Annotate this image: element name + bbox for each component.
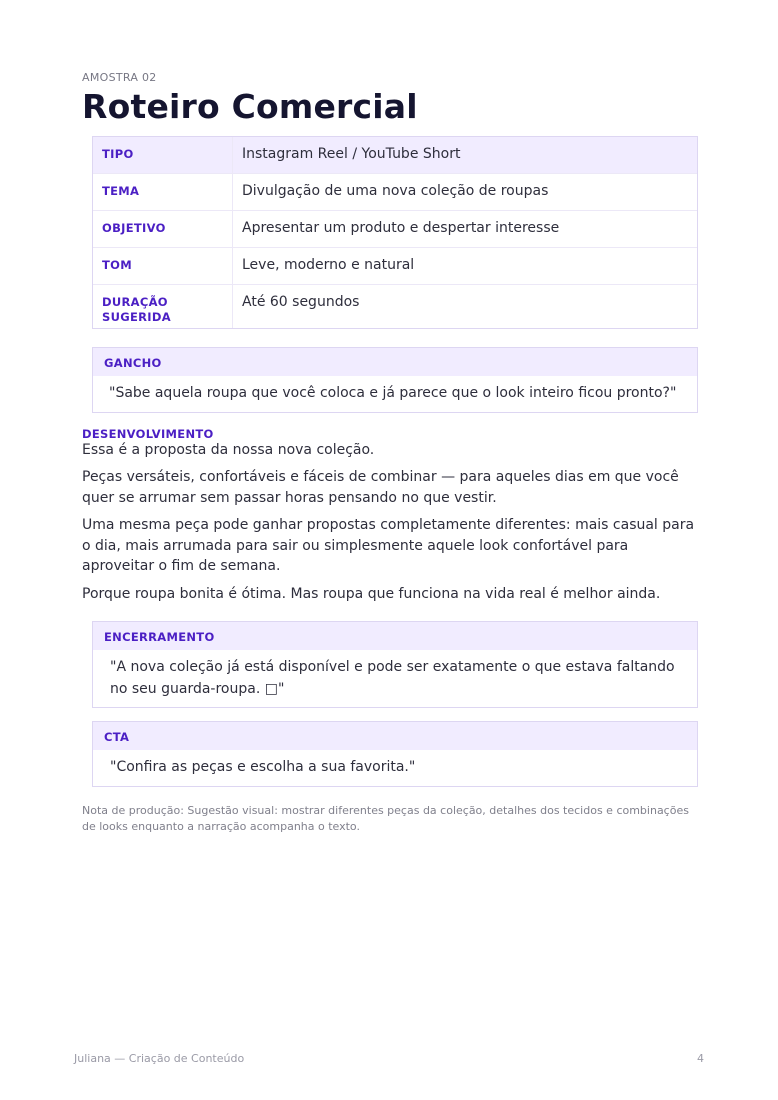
hook-text: "Sabe aquela roupa que você coloca e já parece que o look inteiro ficou pronto?" bbox=[109, 385, 677, 401]
development-paragraph: Uma mesma peça pode ganhar propostas completamente diferentes: mais casual para o dia, mais arrumada para sair ou simplesmente aquele look confortável para aproveitar o fim de semana. bbox=[82, 517, 695, 574]
info-row-tema bbox=[93, 173, 697, 210]
info-row-objetivo bbox=[93, 210, 697, 247]
development-paragraph: Porque roupa bonita é ótima. Mas roupa que funciona na vida real é melhor ainda. bbox=[82, 586, 661, 602]
development-label: DESENVOLVIMENTO bbox=[82, 427, 214, 441]
info-value: Divulgação de uma nova coleção de roupas bbox=[242, 183, 549, 199]
info-key: TEMA bbox=[93, 174, 233, 210]
development-paragraph: Peças versáteis, confortáveis e fáceis de combinar — para aqueles dias em que você quer se arrumar sem passar horas pensando no que vestir. bbox=[82, 469, 679, 506]
script-info-table bbox=[92, 136, 698, 329]
info-key bbox=[93, 285, 233, 328]
info-row-tom bbox=[93, 247, 697, 284]
info-value: Leve, moderno e natural bbox=[242, 257, 415, 273]
info-key: TIPO bbox=[93, 137, 233, 173]
development-paragraph: Essa é a proposta da nossa nova coleção. bbox=[82, 442, 375, 458]
closing-text: "A nova coleção já está disponível e pode ser exatamente o que estava faltando no seu guarda-roupa. □" bbox=[110, 659, 675, 697]
closing-box bbox=[92, 621, 698, 708]
closing-label: ENCERRAMENTO bbox=[93, 622, 697, 650]
footer-author: Juliana — Criação de Conteúdo bbox=[74, 1052, 245, 1065]
sample-label: AMOSTRA 02 bbox=[82, 71, 157, 84]
page-number: 4 bbox=[697, 1052, 704, 1065]
hook-box bbox=[92, 347, 698, 413]
hook-label: GANCHO bbox=[93, 348, 697, 376]
info-row-duracao bbox=[93, 284, 697, 328]
cta-text: "Confira as peças e escolha a sua favorita." bbox=[110, 759, 416, 775]
info-key-line: SUGERIDA bbox=[102, 310, 171, 324]
info-key: OBJETIVO bbox=[93, 211, 233, 247]
cta-label: CTA bbox=[93, 722, 697, 750]
info-key: TOM bbox=[93, 248, 233, 284]
info-value: Até 60 segundos bbox=[242, 294, 360, 310]
info-key-line: DURAÇÃO bbox=[102, 295, 168, 309]
info-value: Instagram Reel / YouTube Short bbox=[242, 146, 461, 162]
info-value: Apresentar um produto e despertar interesse bbox=[242, 220, 560, 236]
info-row-tipo bbox=[93, 137, 697, 173]
cta-box bbox=[92, 721, 698, 787]
production-note: Nota de produção: Sugestão visual: mostrar diferentes peças da coleção, detalhes dos tecidos e combinações de looks enquanto a narração acompanha o texto. bbox=[82, 804, 689, 833]
page-title: Roteiro Comercial bbox=[82, 87, 418, 126]
